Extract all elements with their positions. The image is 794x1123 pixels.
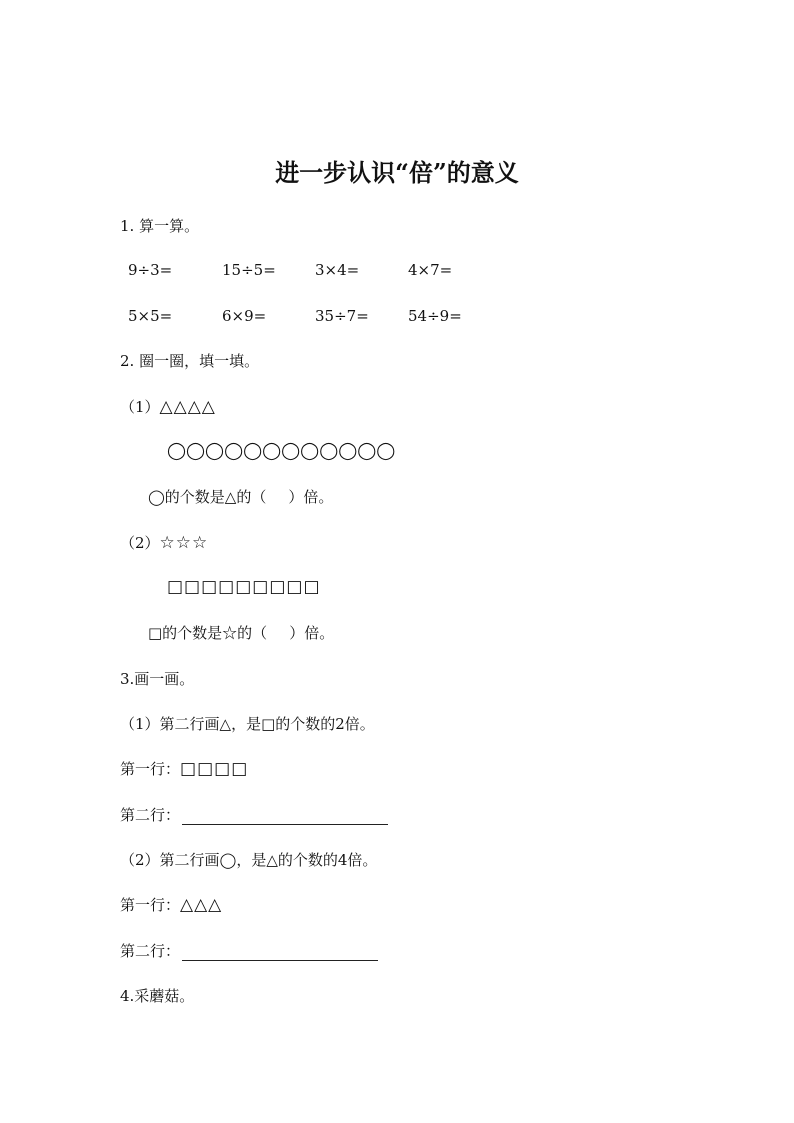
q1-expression-4: 4×7= — [408, 261, 453, 279]
question-4-label: 4.采蘑菇。 — [120, 987, 195, 1005]
q2-part-2 — [120, 533, 208, 553]
q3-part-2-instruction: （2）第二行画◯，是△的个数的4倍。 — [120, 851, 378, 869]
q2-part-1-label: （1） — [120, 398, 160, 416]
circle-icons: ◯◯◯◯◯◯◯◯◯◯◯◯ — [167, 441, 396, 461]
row-2-label: 第二行： — [120, 806, 181, 824]
q3-part-2-row-1 — [120, 895, 222, 915]
drawing-line-2[interactable] — [182, 946, 378, 961]
q1-expression-8: 54÷9= — [408, 307, 462, 325]
question-1-label: 1. 算一算。 — [120, 217, 200, 235]
row-1-label: 第一行： — [120, 760, 181, 778]
q1-expression-2: 15÷5= — [222, 261, 276, 279]
q2-part-1-sentence-end: ）倍。 — [288, 488, 334, 506]
row-2-label: 第二行： — [120, 942, 181, 960]
q1-expression-5: 5×5= — [128, 307, 173, 325]
square-icons: □□□□□□□□□ — [167, 577, 321, 597]
q1-expression-3: 3×4= — [315, 261, 360, 279]
q2-part-1 — [120, 397, 216, 417]
row-1-label: 第一行： — [120, 896, 181, 914]
q3-part-1-row-2 — [120, 805, 388, 825]
page-title: 进一步认识“倍”的意义 — [275, 158, 519, 187]
q2-part-1-sentence — [148, 487, 333, 507]
q2-part-2-sentence-end: ）倍。 — [289, 624, 335, 642]
q3-part-1-row-1 — [120, 759, 248, 779]
q3-part-2-row-2 — [120, 941, 378, 961]
q2-part-1-sentence-start: ◯的个数是△的（ — [148, 488, 267, 506]
q1-expression-1: 9÷3= — [128, 261, 173, 279]
drawing-line-1[interactable] — [182, 810, 388, 825]
q1-expression-6: 6×9= — [222, 307, 267, 325]
triangle-icons: △△△△ — [159, 397, 216, 417]
triangle-icons: △△△ — [180, 895, 223, 915]
q1-expression-7: 35÷7= — [315, 307, 369, 325]
square-icons: □□□□ — [180, 759, 249, 779]
q2-part-2-label: （2） — [120, 534, 160, 552]
question-3-label: 3.画一画。 — [120, 670, 195, 688]
q3-part-1-instruction: （1）第二行画△，是□的个数的2倍。 — [120, 715, 375, 733]
q2-part-2-sentence-start: □的个数是☆的（ — [148, 624, 268, 642]
star-icons: ☆☆☆ — [159, 533, 209, 553]
q2-part-2-sentence — [148, 623, 334, 643]
question-2-label: 2. 圈一圈，填一填。 — [120, 352, 260, 370]
